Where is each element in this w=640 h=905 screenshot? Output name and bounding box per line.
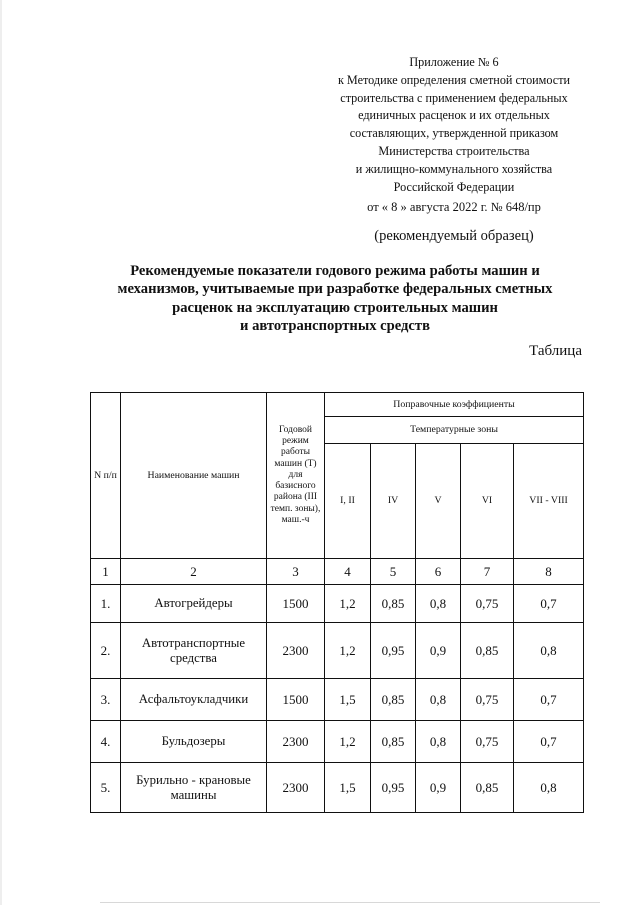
title-line: Рекомендуемые показатели годового режима работы машин и bbox=[130, 263, 540, 279]
appendix-line: и жилищно-коммунального хозяйства bbox=[355, 161, 553, 176]
table-row bbox=[91, 763, 584, 813]
coef-zone-5: 0,8 bbox=[416, 585, 461, 623]
row-number: 4. bbox=[91, 721, 121, 763]
coef-zone-4: 0,85 bbox=[371, 679, 416, 721]
regime-value: 2300 bbox=[267, 763, 325, 813]
regime-value: 2300 bbox=[267, 721, 325, 763]
coef-zone-1-2: 1,2 bbox=[325, 585, 371, 623]
title-line: расценок на эксплуатацию строительных машин bbox=[172, 299, 498, 316]
sample-note: (рекомендуемый образец) bbox=[374, 228, 534, 244]
table-row bbox=[91, 721, 584, 763]
coef-zone-6: 0,85 bbox=[461, 763, 514, 813]
header-zone-4: IV bbox=[371, 444, 416, 559]
coef-zone-1-2: 1,2 bbox=[325, 623, 371, 679]
coef-zone-1-2: 1,2 bbox=[325, 721, 371, 763]
table-row bbox=[91, 623, 584, 679]
col-number: 3 bbox=[267, 559, 325, 585]
appendix-line: строительства с применением федеральных bbox=[340, 90, 568, 105]
col-number: 1 bbox=[91, 559, 121, 585]
title-line: и автотранспортных средств bbox=[240, 318, 430, 335]
title-line: механизмов, учитываемые при разработке федеральных сметных bbox=[117, 281, 553, 298]
coef-zone-4: 0,85 bbox=[371, 585, 416, 623]
coef-zone-1-2: 1,5 bbox=[325, 679, 371, 721]
header-num: N п/п bbox=[91, 393, 121, 559]
header-zone-1-2: I, II bbox=[325, 444, 371, 559]
scan-edge bbox=[0, 0, 2, 905]
regime-value: 1500 bbox=[267, 679, 325, 721]
document-title bbox=[80, 262, 590, 336]
col-number: 2 bbox=[121, 559, 267, 585]
machine-name: Автогрейдеры bbox=[121, 585, 267, 623]
machine-name: Асфальтоукладчики bbox=[121, 679, 267, 721]
coef-zone-5: 0,9 bbox=[416, 763, 461, 813]
coef-zone-1-2: 1,5 bbox=[325, 763, 371, 813]
machine-name: Бурильно - крановые машины bbox=[121, 763, 267, 813]
row-number: 3. bbox=[91, 679, 121, 721]
coef-zone-5: 0,8 bbox=[416, 721, 461, 763]
header-zone-7-8: VII - VIII bbox=[514, 444, 584, 559]
regime-value: 2300 bbox=[267, 623, 325, 679]
coef-zone-6: 0,75 bbox=[461, 721, 514, 763]
scan-bottom-line bbox=[100, 902, 600, 903]
col-number: 6 bbox=[416, 559, 461, 585]
coef-zone-4: 0,85 bbox=[371, 721, 416, 763]
coefficients-table bbox=[90, 392, 584, 813]
order-reference: от « 8 » августа 2022 г. № 648/пр bbox=[367, 200, 541, 214]
coef-zone-7-8: 0,7 bbox=[514, 721, 584, 763]
coef-zone-5: 0,9 bbox=[416, 623, 461, 679]
regime-value: 1500 bbox=[267, 585, 325, 623]
col-number: 8 bbox=[514, 559, 584, 585]
coef-zone-7-8: 0,8 bbox=[514, 763, 584, 813]
header-regime: Годовой режим работы машин (Т) для базисного района (III темп. зоны), маш.-ч bbox=[267, 393, 325, 559]
header-zone-6: VI bbox=[461, 444, 514, 559]
appendix-line: составляющих, утвержденной приказом bbox=[349, 126, 559, 141]
header-name: Наименование машин bbox=[121, 393, 267, 559]
coef-zone-6: 0,75 bbox=[461, 585, 514, 623]
appendix-line: к Методике определения сметной стоимости bbox=[337, 72, 571, 87]
coef-zone-4: 0,95 bbox=[371, 763, 416, 813]
appendix-line: Приложение № 6 bbox=[409, 55, 499, 69]
col-number: 7 bbox=[461, 559, 514, 585]
table-row bbox=[91, 679, 584, 721]
header-correction: Поправочные коэффициенты bbox=[325, 393, 584, 417]
coef-zone-7-8: 0,7 bbox=[514, 585, 584, 623]
header-temp-zones: Температурные зоны bbox=[325, 417, 584, 444]
coef-zone-6: 0,75 bbox=[461, 679, 514, 721]
table-row bbox=[91, 585, 584, 623]
machine-name: Бульдозеры bbox=[121, 721, 267, 763]
appendix-line: Министерства строительства bbox=[378, 143, 530, 158]
coef-zone-4: 0,95 bbox=[371, 623, 416, 679]
row-number: 2. bbox=[91, 623, 121, 679]
col-number: 5 bbox=[371, 559, 416, 585]
row-number: 5. bbox=[91, 763, 121, 813]
appendix-block bbox=[318, 54, 590, 196]
table-label: Таблица bbox=[529, 343, 582, 359]
machine-name: Автотранспортные средства bbox=[121, 623, 267, 679]
coef-zone-7-8: 0,7 bbox=[514, 679, 584, 721]
coef-zone-5: 0,8 bbox=[416, 679, 461, 721]
row-number: 1. bbox=[91, 585, 121, 623]
header-zone-5: V bbox=[416, 444, 461, 559]
col-number: 4 bbox=[325, 559, 371, 585]
coef-zone-7-8: 0,8 bbox=[514, 623, 584, 679]
appendix-line: единичных расценок и их отдельных bbox=[358, 108, 550, 123]
coef-zone-6: 0,85 bbox=[461, 623, 514, 679]
appendix-line: Российской Федерации bbox=[393, 179, 515, 194]
